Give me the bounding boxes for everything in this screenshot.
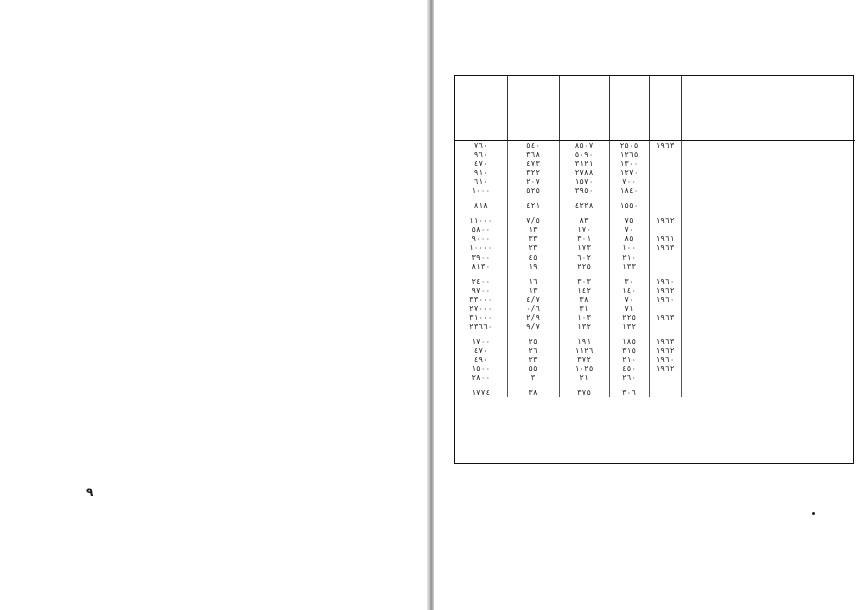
cell-fert: ٨٥٠٧ <box>559 141 609 151</box>
cell-steel: ٣٣ <box>507 234 559 243</box>
cell-name <box>681 337 855 346</box>
cell-name <box>681 243 855 252</box>
table-row <box>455 364 855 373</box>
cell-income: ٣٠٦ <box>609 388 649 397</box>
cell-year: ١٩٦٢ <box>649 286 681 295</box>
cell-steel: ٣ <box>507 373 559 382</box>
table-row <box>455 225 855 234</box>
cell-income: ١٠٠ <box>609 243 649 252</box>
cell-year <box>649 177 681 186</box>
cell-fert: ٣٨ <box>559 295 609 304</box>
cell-year <box>649 201 681 210</box>
cell-income: ٨٥ <box>609 234 649 243</box>
cell-income: ٢١٠ <box>609 355 649 364</box>
cell-pop: ١٥٠٠ <box>471 364 491 374</box>
table-row <box>455 262 855 271</box>
cell-steel: ١٦ <box>507 277 559 286</box>
cell-pop: ٦١٠ <box>473 177 488 187</box>
cell-pop: ١٧٠٠ <box>471 336 491 346</box>
cell-steel: ٢٣ <box>507 355 559 364</box>
cell-pop: ١٧٧٤ <box>471 388 491 398</box>
cell-year <box>649 322 681 331</box>
cell-pop: ٣١٠٠٠ <box>469 312 493 322</box>
table-row <box>455 355 855 364</box>
cell-steel: ٥٥ <box>507 364 559 373</box>
table-row <box>455 295 855 304</box>
cell-fert: ٢١ <box>559 373 609 382</box>
cell-fert: ٤٢٢٨ <box>559 201 609 210</box>
table-row <box>455 304 855 313</box>
page-number: ٩ <box>86 485 94 499</box>
cell-fert: ٥٠٩٠ <box>559 150 609 159</box>
cell-fert: ٣١٢١ <box>559 159 609 168</box>
cell-steel: ٠/٦ <box>507 304 559 313</box>
cell-pop: ٩٧٠٠ <box>471 285 491 295</box>
cell-steel: ٩/٧ <box>507 322 559 331</box>
cell-name <box>681 313 855 322</box>
cell-pop: ١١٠٠٠ <box>469 216 493 226</box>
cell-name <box>681 388 855 397</box>
cell-name <box>681 364 855 373</box>
cell-fert: ١٧٣ <box>559 243 609 252</box>
cell-pop: ٢٣٦٦٠ <box>469 321 493 331</box>
cell-pop: ٩٦٠ <box>473 150 488 160</box>
right-page <box>434 0 861 610</box>
cell-fert: ٨٣ <box>559 216 609 225</box>
cell-income: ٧٥ <box>609 216 649 225</box>
cell-steel: ٢٥ <box>507 337 559 346</box>
cell-name <box>681 177 855 186</box>
cell-name <box>681 225 855 234</box>
table-row <box>455 177 855 186</box>
header-population <box>455 76 507 141</box>
cell-income: ١٨٥ <box>609 337 649 346</box>
cell-income: ٤٥٠ <box>609 364 649 373</box>
cell-income: ١٣٠٠ <box>609 159 649 168</box>
cell-year <box>649 168 681 177</box>
cell-steel: ٢٣ <box>507 243 559 252</box>
table-row <box>455 337 855 346</box>
cell-year: ١٩٦٢ <box>649 216 681 225</box>
cell-year <box>649 225 681 234</box>
cell-fert: ١٠٣ <box>559 313 609 322</box>
cell-steel: ٢٠٧ <box>507 177 559 186</box>
cell-name <box>681 201 855 210</box>
table-row <box>455 253 855 262</box>
table-row <box>455 286 855 295</box>
cell-name <box>681 141 855 151</box>
cell-steel: ٤/٧ <box>507 295 559 304</box>
cell-income: ٣٠ <box>609 277 649 286</box>
cell-pop: ٥٨٠٠ <box>471 225 491 235</box>
cell-income: ٧٠٠ <box>609 177 649 186</box>
table-row <box>455 141 855 151</box>
left-page <box>0 0 427 610</box>
cell-year <box>649 373 681 382</box>
table-row <box>455 150 855 159</box>
cell-year: ١٩٦٠ <box>649 277 681 286</box>
cell-name <box>681 168 855 177</box>
cell-income: ٣١٥ <box>609 346 649 355</box>
cell-year <box>649 159 681 168</box>
cell-fert: ١٥٧٠ <box>559 177 609 186</box>
cell-fert: ٣١ <box>559 304 609 313</box>
cell-year <box>649 262 681 271</box>
cell-pop: ٧٦٠ <box>473 141 488 150</box>
cell-income: ١٢٧٠ <box>609 168 649 177</box>
cell-year <box>649 186 681 195</box>
cell-income: ١٣٣ <box>609 262 649 271</box>
cell-pop: ١٠٠٠٠ <box>469 243 493 253</box>
cell-year: ١٩٦٣ <box>649 337 681 346</box>
table-row <box>455 168 855 177</box>
cell-pop: ٩١٠ <box>473 168 488 178</box>
cell-steel: ٤٥ <box>507 253 559 262</box>
cell-name <box>681 253 855 262</box>
cell-pop: ٢٧٠٠٠ <box>469 303 493 313</box>
cell-pop: ٤٩٠ <box>473 354 488 364</box>
cell-fert: ٢٢٥ <box>559 262 609 271</box>
cell-fert: ٦٠٢ <box>559 253 609 262</box>
cell-year <box>649 253 681 262</box>
cell-income: ٢٢٥ <box>609 313 649 322</box>
cell-name <box>681 159 855 168</box>
cell-name <box>681 286 855 295</box>
cell-income: ١٨٤٠ <box>609 186 649 195</box>
cell-name <box>681 304 855 313</box>
cell-pop: ٤٧٠ <box>473 345 488 355</box>
cell-year: ١٩٦٣ <box>649 243 681 252</box>
table-row <box>455 234 855 243</box>
table-row <box>455 216 855 225</box>
cell-income: ١٣٢ <box>609 322 649 331</box>
cell-year: ١٩٦٣ <box>649 141 681 151</box>
cell-fert: ١٩١ <box>559 337 609 346</box>
cell-year: ١٩٦٢ <box>649 346 681 355</box>
cell-year: ١٩٦٣ <box>649 313 681 322</box>
cell-name <box>681 346 855 355</box>
table-row <box>455 186 855 195</box>
book-gutter <box>427 0 434 610</box>
cell-fert: ٣٧٢ <box>559 355 609 364</box>
cell-steel: ٢/٩ <box>507 313 559 322</box>
table-row <box>455 313 855 322</box>
cell-pop: ٨١٣٠ <box>471 261 491 271</box>
cell-name <box>681 295 855 304</box>
cell-income: ١٢٦٥ <box>609 150 649 159</box>
cell-year: ١٩٦٠ <box>649 295 681 304</box>
header-year <box>649 76 681 141</box>
cell-pop: ٨١٨ <box>473 201 488 211</box>
cell-year: ١٩٦١ <box>649 234 681 243</box>
header-income <box>609 76 649 141</box>
cell-pop: ٣٣٠٠٠ <box>469 294 493 304</box>
cell-steel: ٤٢١ <box>507 201 559 210</box>
cell-income: ٢٦٠ <box>609 373 649 382</box>
table-row <box>455 388 855 397</box>
cell-fert: ٢٧٨٨ <box>559 168 609 177</box>
table-row <box>455 346 855 355</box>
cell-name <box>681 355 855 364</box>
header-country <box>681 76 855 141</box>
cell-fert: ١٧٠ <box>559 225 609 234</box>
cell-pop: ٣٩٠٠ <box>471 252 491 262</box>
table-row <box>455 373 855 382</box>
header-steel <box>507 76 559 141</box>
cell-fert: ١١٢٦ <box>559 346 609 355</box>
cell-pop: ٤٧٠ <box>473 159 488 169</box>
table-row <box>455 201 855 210</box>
table-row <box>455 277 855 286</box>
cell-steel: ٣٦٨ <box>507 150 559 159</box>
cell-income: ١٥٥٠ <box>609 201 649 210</box>
cell-year <box>649 304 681 313</box>
cell-fert: ١٤٢ <box>559 286 609 295</box>
cell-steel: ٣٨ <box>507 388 559 397</box>
cell-name <box>681 186 855 195</box>
cell-fert: ٣٩٥٠ <box>559 186 609 195</box>
table-row <box>455 243 855 252</box>
cell-steel: ٧/٥ <box>507 216 559 225</box>
cell-steel: ١٣ <box>507 225 559 234</box>
cell-steel: ١٣ <box>507 286 559 295</box>
cell-pop: ٩٠٠٠ <box>471 234 491 244</box>
cell-name <box>681 322 855 331</box>
cell-name <box>681 216 855 225</box>
cell-income: ٧٠ <box>609 225 649 234</box>
cell-pop: ٢٨٠٠ <box>471 373 491 383</box>
table-header-row <box>455 76 855 141</box>
cell-year <box>649 150 681 159</box>
margin-mark <box>812 512 815 515</box>
cell-fert: ١٠٢٥ <box>559 364 609 373</box>
cell-steel: ١٩ <box>507 262 559 271</box>
cell-pop: ١٠٠٠ <box>471 186 491 196</box>
cell-name <box>681 373 855 382</box>
cell-name <box>681 277 855 286</box>
cell-name <box>681 262 855 271</box>
header-fertilizer <box>559 76 609 141</box>
table-body <box>455 141 855 398</box>
table-row <box>455 159 855 168</box>
cell-fert: ٣٧٥ <box>559 388 609 397</box>
table-row <box>455 322 855 331</box>
cell-income: ٢١٠ <box>609 253 649 262</box>
cell-pop: ٢٤٠٠ <box>471 276 491 286</box>
cell-steel: ٣٢٢ <box>507 168 559 177</box>
cell-income: ٧٠ <box>609 295 649 304</box>
cell-income: ٧١ <box>609 304 649 313</box>
cell-name <box>681 234 855 243</box>
body-text <box>66 72 396 75</box>
cell-year <box>649 388 681 397</box>
cell-steel: ٤٧٣ <box>507 159 559 168</box>
cell-income: ٢٥٠٥ <box>609 141 649 151</box>
cell-steel: ٥٤٠ <box>507 141 559 151</box>
cell-fert: ٣٠٣ <box>559 277 609 286</box>
cell-year: ١٩٦٢ <box>649 364 681 373</box>
cell-year: ١٩٦٠ <box>649 355 681 364</box>
cell-income: ١٤٠ <box>609 286 649 295</box>
cell-fert: ١٣٢ <box>559 322 609 331</box>
data-table <box>454 75 854 464</box>
cell-name <box>681 150 855 159</box>
cell-steel: ٢٦ <box>507 346 559 355</box>
cell-steel: ٥٢٥ <box>507 186 559 195</box>
cell-fert: ٣٠١ <box>559 234 609 243</box>
